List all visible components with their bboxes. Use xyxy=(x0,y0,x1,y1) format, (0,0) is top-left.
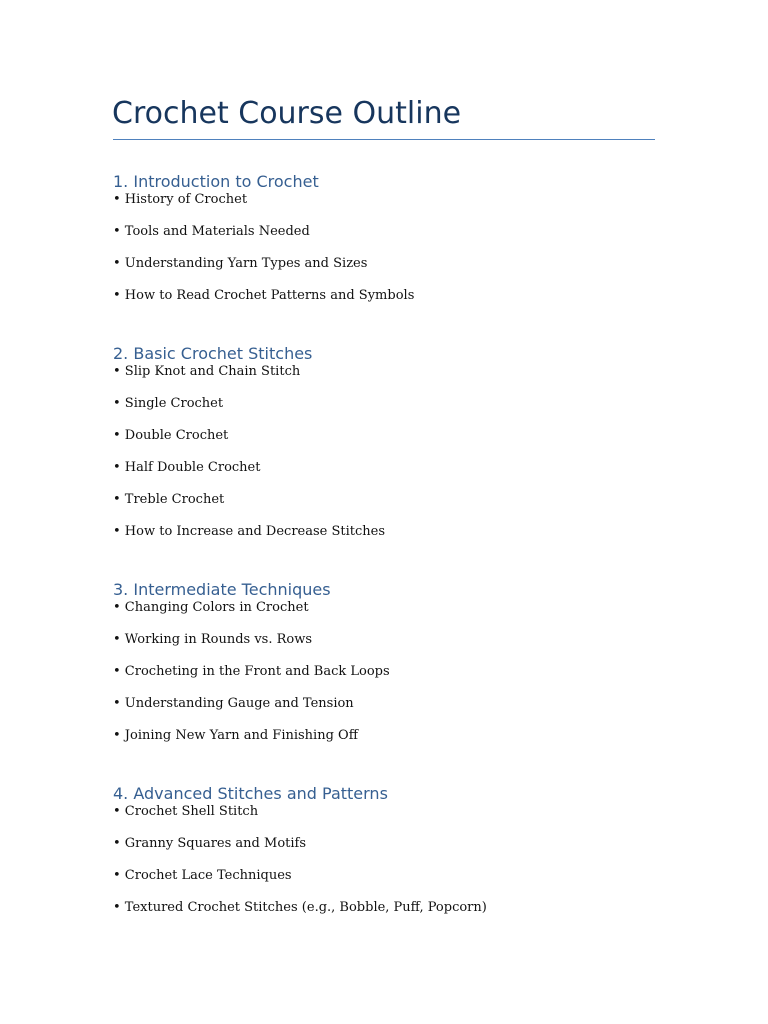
bullet-list xyxy=(113,192,673,320)
section-introduction xyxy=(113,170,673,320)
list-item: • Working in Rounds vs. Rows xyxy=(113,632,313,647)
section-basic-stitches xyxy=(113,342,673,556)
list-item: • Understanding Yarn Types and Sizes xyxy=(113,256,368,271)
list-item: • Crochet Shell Stitch xyxy=(113,804,259,819)
list-item: • Crochet Lace Techniques xyxy=(113,868,292,883)
section-intermediate xyxy=(113,578,673,760)
bullet-list xyxy=(113,804,673,932)
list-item: • Textured Crochet Stitches (e.g., Bobble, Puff, Popcorn) xyxy=(113,900,487,915)
list-item: • How to Increase and Decrease Stitches xyxy=(113,524,386,539)
list-item: • Granny Squares and Motifs xyxy=(113,836,307,851)
list-item: • Crocheting in the Front and Back Loops xyxy=(113,664,390,679)
list-item: • Tools and Materials Needed xyxy=(113,224,310,239)
section-heading: 3. Intermediate Techniques xyxy=(113,580,331,599)
list-item: • How to Read Crochet Patterns and Symbols xyxy=(113,288,415,303)
list-item: • History of Crochet xyxy=(113,192,248,207)
section-heading: 1. Introduction to Crochet xyxy=(113,172,319,191)
list-item: • Treble Crochet xyxy=(113,492,225,507)
section-advanced xyxy=(113,782,673,932)
title-underline xyxy=(113,139,655,140)
list-item: • Single Crochet xyxy=(113,396,224,411)
bullet-list xyxy=(113,600,673,760)
bullet-list xyxy=(113,364,673,556)
section-heading: 4. Advanced Stitches and Patterns xyxy=(113,784,388,803)
list-item: • Slip Knot and Chain Stitch xyxy=(113,364,301,379)
list-item: • Changing Colors in Crochet xyxy=(113,600,309,615)
list-item: • Double Crochet xyxy=(113,428,229,443)
section-heading: 2. Basic Crochet Stitches xyxy=(113,344,313,363)
list-item: • Half Double Crochet xyxy=(113,460,261,475)
list-item: • Joining New Yarn and Finishing Off xyxy=(113,728,358,743)
document-title: Crochet Course Outline xyxy=(112,96,462,131)
list-item: • Understanding Gauge and Tension xyxy=(113,696,354,711)
